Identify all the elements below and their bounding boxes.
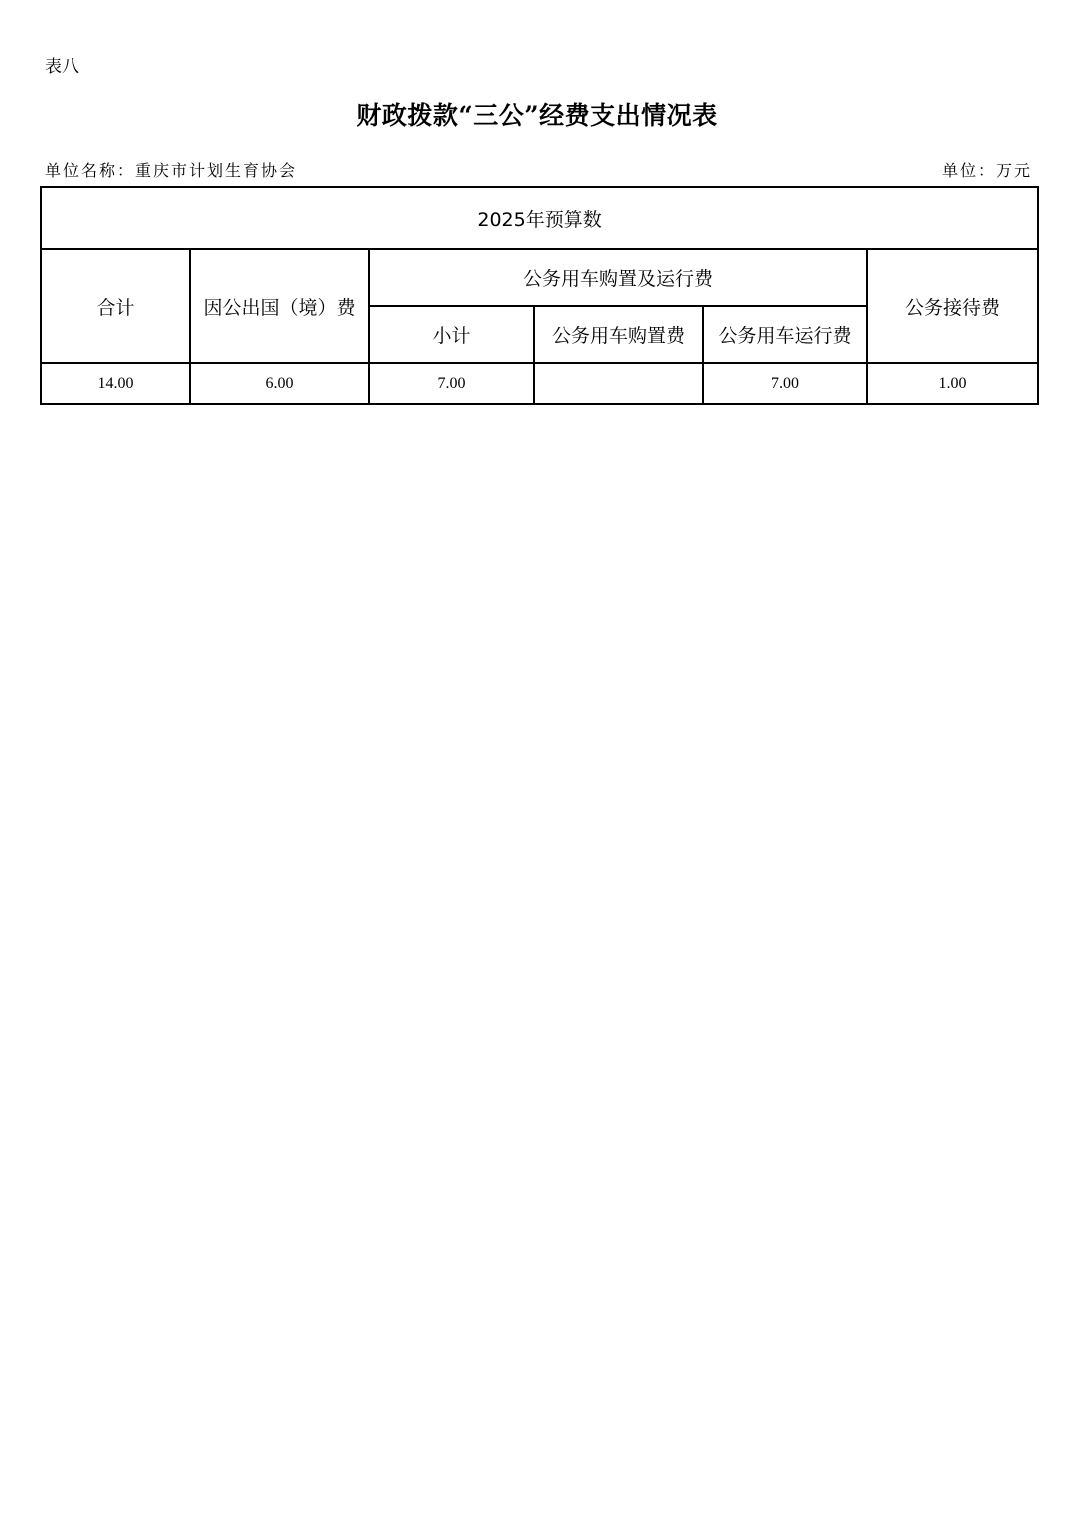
col-header-reception: 公务接待费 (867, 249, 1038, 363)
cell-vehicle-operation: 7.00 (703, 363, 867, 404)
cell-overseas: 6.00 (190, 363, 369, 404)
col-header-vehicle-purchase: 公务用车购置费 (534, 306, 703, 363)
budget-table (40, 186, 1039, 405)
table-row (41, 249, 1038, 306)
col-header-total: 合计 (41, 249, 190, 363)
unit-name-label: 单位名称：重庆市计划生育协会 (45, 161, 298, 180)
table-row (41, 187, 1038, 249)
page-title: 财政拨款“三公”经费支出情况表 (356, 101, 718, 130)
col-header-vehicle-operation: 公务用车运行费 (703, 306, 867, 363)
unit-measure-label: 单位：万元 (941, 161, 1032, 180)
table-number: 表八 (45, 57, 79, 77)
col-header-vehicle-subtotal: 小计 (369, 306, 534, 363)
table-row (41, 363, 1038, 404)
cell-total: 14.00 (41, 363, 190, 404)
cell-vehicle-subtotal: 7.00 (369, 363, 534, 404)
cell-vehicle-purchase (534, 363, 703, 404)
col-header-overseas: 因公出国（境）费 (190, 249, 369, 363)
col-header-vehicle-group: 公务用车购置及运行费 (369, 249, 867, 306)
year-header: 2025年预算数 (41, 187, 1038, 249)
cell-reception: 1.00 (867, 363, 1038, 404)
